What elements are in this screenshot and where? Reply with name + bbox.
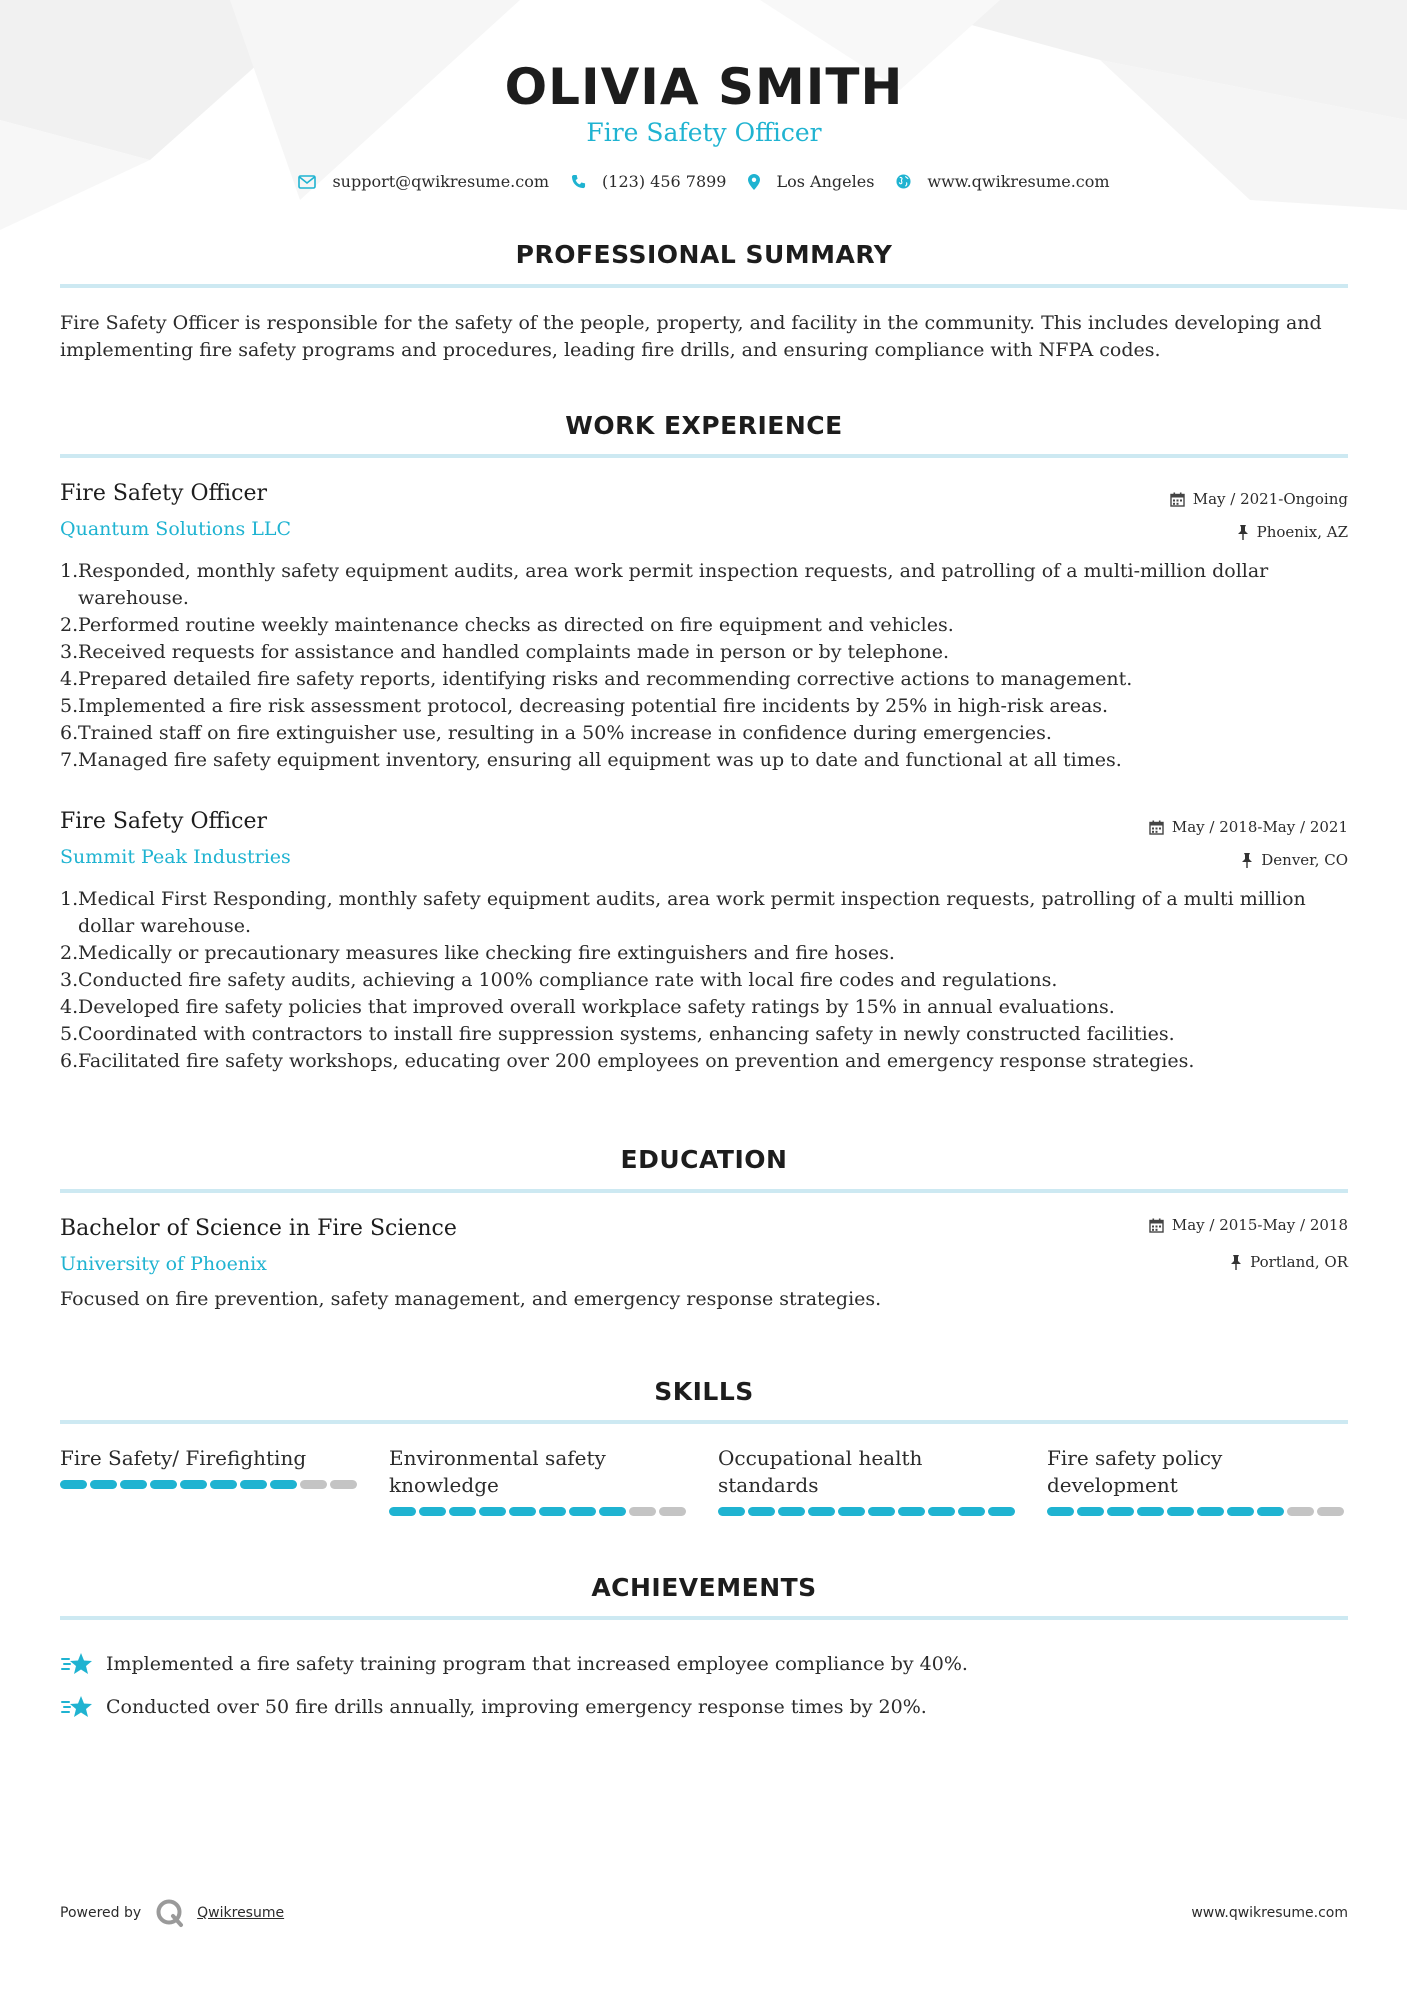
job-company: Quantum Solutions LLC	[60, 518, 292, 540]
summary-text: Fire Safety Officer is responsible for the safety of the people, property, and facility in the community. This includes developing and implementing fire safety programs and procedures, leading fire drills, and ensuring compliance with NFPA codes.	[60, 312, 1322, 361]
skill-level-bar	[718, 1507, 1018, 1516]
skill-level-segment	[210, 1480, 237, 1489]
skill-level-segment	[928, 1507, 955, 1516]
pushpin-icon	[1237, 525, 1249, 540]
contact-location-text: Los Angeles	[776, 172, 875, 191]
skill-level-segment	[629, 1507, 656, 1516]
list-item: 2. Performed routine weekly maintenance checks as directed on fire equipment and vehicles.	[60, 614, 954, 636]
contact-bar	[60, 172, 1348, 191]
list-item: 7. Managed fire safety equipment inventory, ensuring all equipment was up to date and functional at all times.	[60, 749, 1122, 771]
skill-level-segment	[509, 1507, 536, 1516]
education-location	[1230, 1253, 1348, 1271]
work-divider	[60, 454, 1348, 458]
job-location-text: Denver, CO	[1261, 851, 1348, 869]
job-dates	[1149, 818, 1348, 836]
powered-by-label: Powered by	[60, 1905, 142, 1921]
skill-level-segment	[958, 1507, 985, 1516]
list-item: 6. Trained staff on fire extinguisher use, resulting in a 50% increase in confidence during emergencies.	[60, 722, 1052, 744]
skill-level-bar	[60, 1480, 360, 1489]
candidate-name: OLIVIA SMITH	[504, 58, 904, 116]
skill-level-segment	[988, 1507, 1015, 1516]
skills-list	[60, 1445, 1348, 1516]
calendar-icon	[1149, 820, 1164, 835]
education-description: Focused on fire prevention, safety management, and emergency response strategies.	[60, 1288, 882, 1310]
skill-level-segment	[419, 1507, 446, 1516]
skill-name: Fire Safety/ Firefighting	[60, 1446, 307, 1470]
job-dates	[1170, 490, 1348, 508]
list-item: 2. Medically or precautionary measures like checking fire extinguishers and fire hoses.	[60, 942, 895, 964]
skill-level-segment	[1107, 1507, 1134, 1516]
brand-link[interactable]: Qwikresume	[197, 1905, 285, 1921]
education-divider	[60, 1189, 1348, 1193]
contact-email-text: support@qwikresume.com	[332, 172, 550, 191]
degree-title: Bachelor of Science in Fire Science	[60, 1216, 457, 1241]
achievement-text: Implemented a fire safety training program that increased employee compliance by 40%.	[106, 1652, 968, 1675]
calendar-icon	[1149, 1218, 1164, 1233]
skill-level-segment	[808, 1507, 835, 1516]
skill-item	[60, 1445, 360, 1516]
pushpin-icon	[1230, 1255, 1242, 1270]
skill-level-segment	[449, 1507, 476, 1516]
skill-level-segment	[718, 1507, 745, 1516]
skill-level-segment	[1167, 1507, 1194, 1516]
achievement-item	[60, 1685, 1348, 1728]
skill-name: Occupational health standards	[718, 1446, 923, 1497]
list-item: 1. Responded, monthly safety equipment audits, area work permit inspection requests, and patrolling of a multi-million dollar warehouse.	[60, 560, 1269, 609]
summary-divider	[60, 284, 1348, 288]
shooting-star-icon	[60, 1694, 94, 1720]
job-location	[1237, 523, 1348, 541]
skill-level-segment	[569, 1507, 596, 1516]
skill-level-bar	[1047, 1507, 1347, 1516]
skill-level-segment	[1317, 1507, 1344, 1516]
skill-level-segment	[1077, 1507, 1104, 1516]
skill-name: Fire safety policy development	[1047, 1446, 1223, 1497]
skill-level-segment	[300, 1480, 327, 1489]
job-location-text: Phoenix, AZ	[1256, 523, 1348, 541]
skill-level-segment	[479, 1507, 506, 1516]
calendar-icon	[1170, 492, 1185, 507]
education-dates	[1149, 1216, 1348, 1234]
map-marker-icon	[748, 174, 760, 190]
skill-level-segment	[659, 1507, 686, 1516]
shooting-star-icon	[60, 1651, 94, 1677]
skill-level-segment	[90, 1480, 117, 1489]
skill-level-segment	[539, 1507, 566, 1516]
list-item: 4. Prepared detailed fire safety reports, identifying risks and recommending corrective actions to management.	[60, 668, 1133, 690]
globe-icon	[896, 174, 911, 189]
skill-level-segment	[1137, 1507, 1164, 1516]
skills-divider	[60, 1420, 1348, 1424]
skill-level-segment	[1257, 1507, 1284, 1516]
school-name: University of Phoenix	[60, 1253, 267, 1275]
skills-heading: SKILLS	[654, 1377, 754, 1406]
skill-level-segment	[270, 1480, 297, 1489]
skill-level-segment	[868, 1507, 895, 1516]
job-location	[1241, 851, 1348, 869]
skill-level-segment	[60, 1480, 87, 1489]
contact-email[interactable]	[298, 172, 549, 191]
contact-phone[interactable]	[571, 172, 726, 191]
summary-heading: PROFESSIONAL SUMMARY	[515, 240, 893, 269]
contact-website-text: www.qwikresume.com	[927, 172, 1110, 191]
skill-level-segment	[389, 1507, 416, 1516]
skill-level-segment	[748, 1507, 775, 1516]
achievement-item	[60, 1642, 1348, 1685]
job-title: Fire Safety Officer	[60, 481, 268, 506]
contact-website[interactable]	[896, 172, 1109, 191]
skill-level-segment	[778, 1507, 805, 1516]
job-bullets	[60, 558, 1348, 774]
job-dates-text: May / 2021-Ongoing	[1192, 490, 1348, 508]
envelope-icon	[298, 175, 316, 189]
list-item: 3. Received requests for assistance and handled complaints made in person or by telephone.	[60, 641, 950, 663]
skill-level-segment	[330, 1480, 357, 1489]
job-title: Fire Safety Officer	[60, 809, 268, 834]
skill-level-segment	[1197, 1507, 1224, 1516]
contact-location	[748, 172, 874, 191]
job-company: Summit Peak Industries	[60, 846, 291, 868]
education-location-text: Portland, OR	[1250, 1253, 1348, 1271]
list-item: 6. Facilitated fire safety workshops, educating over 200 employees on prevention and emergency response strategies.	[60, 1050, 1195, 1072]
work-heading: WORK EXPERIENCE	[565, 411, 843, 440]
list-item: 3. Conducted fire safety audits, achieving a 100% compliance rate with local fire codes and regulations.	[60, 969, 1058, 991]
achievements-divider	[60, 1616, 1348, 1620]
skill-level-segment	[898, 1507, 925, 1516]
skill-level-segment	[838, 1507, 865, 1516]
job-dates-text: May / 2018-May / 2021	[1171, 818, 1348, 836]
skill-level-segment	[150, 1480, 177, 1489]
list-item: 5. Coordinated with contractors to install fire suppression systems, enhancing safety in newly constructed facilities.	[60, 1023, 1175, 1045]
phone-icon	[571, 174, 586, 189]
pushpin-icon	[1241, 853, 1253, 868]
list-item: 5. Implemented a fire risk assessment protocol, decreasing potential fire incidents by 25% in high-risk areas.	[60, 695, 1109, 717]
footer-powered-by	[60, 1898, 284, 1928]
skill-item	[389, 1445, 689, 1516]
skill-level-segment	[120, 1480, 147, 1489]
list-item: 4. Developed fire safety policies that improved overall workplace safety ratings by 15% in annual evaluations.	[60, 996, 1115, 1018]
job-bullets	[60, 886, 1348, 1075]
skill-level-segment	[1287, 1507, 1314, 1516]
education-heading: EDUCATION	[620, 1145, 788, 1174]
candidate-title: Fire Safety Officer	[586, 118, 822, 147]
achievement-text: Conducted over 50 fire drills annually, improving emergency response times by 20%.	[106, 1695, 927, 1718]
footer-website[interactable]: www.qwikresume.com	[1191, 1905, 1348, 1921]
skill-level-segment	[599, 1507, 626, 1516]
skill-level-bar	[389, 1507, 689, 1516]
education-dates-text: May / 2015-May / 2018	[1171, 1216, 1348, 1234]
contact-phone-text: (123) 456 7899	[602, 172, 727, 191]
skill-level-segment	[1227, 1507, 1254, 1516]
list-item: 1. Medical First Responding, monthly safety equipment audits, area work permit inspection requests, patrolling of a multi million dollar warehouse.	[60, 888, 1306, 937]
achievements-heading: ACHIEVEMENTS	[591, 1573, 817, 1602]
skill-level-segment	[1047, 1507, 1074, 1516]
qwikresume-logo-icon	[155, 1898, 185, 1928]
skill-level-segment	[180, 1480, 207, 1489]
skill-item	[1047, 1445, 1347, 1516]
skill-level-segment	[240, 1480, 267, 1489]
skill-name: Environmental safety knowledge	[389, 1446, 606, 1497]
skill-item	[718, 1445, 1018, 1516]
achievements-list	[60, 1642, 1348, 1728]
